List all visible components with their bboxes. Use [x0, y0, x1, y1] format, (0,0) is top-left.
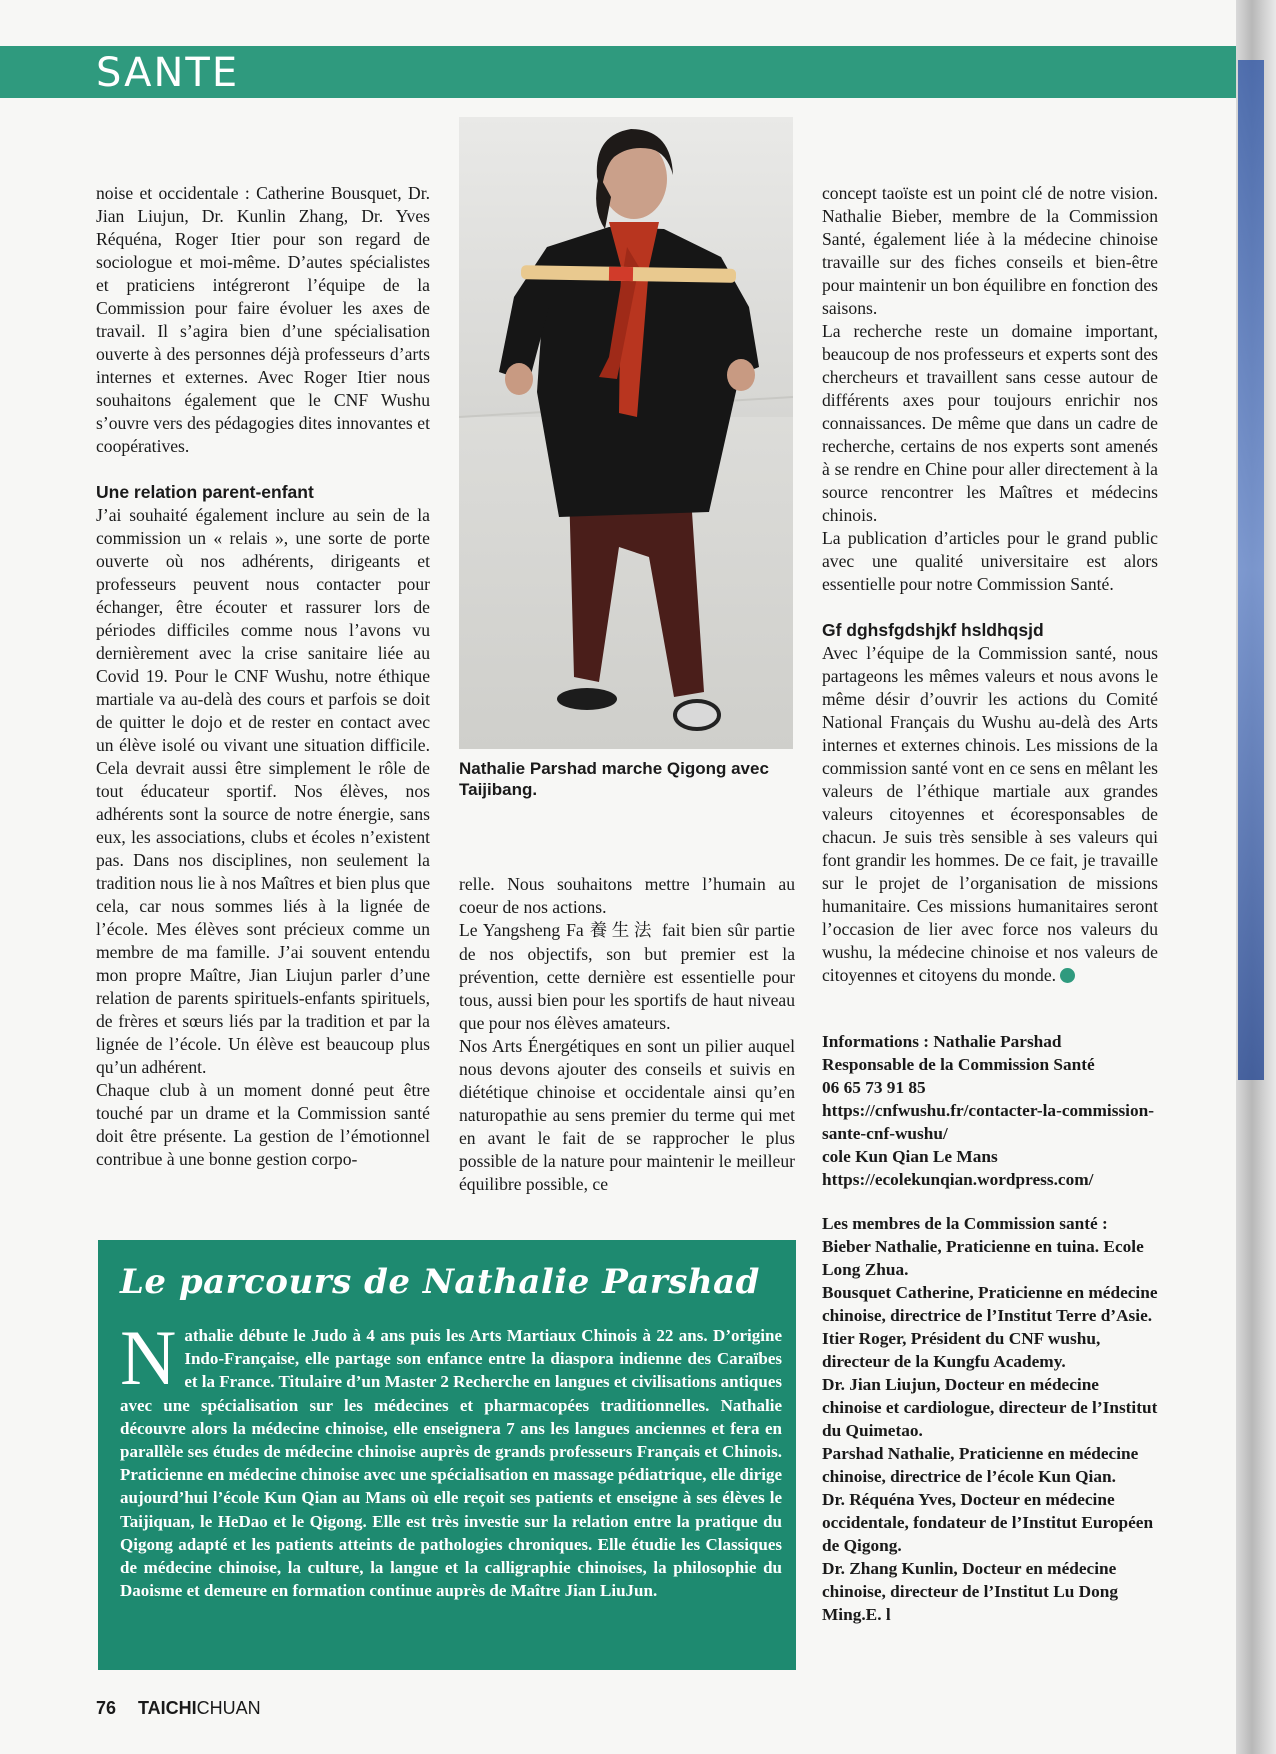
- yangsheng-text: fait bien sûr partie de nos objectifs, son but premier est la prévention, cette dernière est essentielle pour tous, aussi bien pour les sportifs de haut niveau que pour nos élèves amateurs.: [459, 920, 795, 1033]
- col1-paragraph-2: J’ai souhaité également inclure au sein de la commission un « relais », une sorte de porte ouverte où nos adhérents, dirigeants et professeurs peuvent nous contacter pour échanger, être écouter et rassurer lors de périodes difficiles comme nous l’avons vu dernièrement avec la crise sanitaire liée au Covid 19. Pour le CNF Wushu, notre éthique martiale va au-delà des cours et parfois se doit de quitter le dojo et de rester en contact avec un élève isolé ou vivant une situation difficile. Cela devrait aussi être simplement le rôle de tout éducateur sportif. Nos élèves, nos adhérents sont la source de notre énergie, sans eux, les associations, clubs et écoles n’existent pas. Dans nos disciplines, non seulement la tradition nous lie à nos Maîtres et bien plus que cela, car nous sommes liés à la lignée de l’école. Mes élèves sont précieux comme un membre de ma famille. J’ai souvent entendu mon propre Maître, Jian Liujun parler d’une relation de parents spirituels-enfants spirituels, de frères et sœurs liés par la tradition et par la lignée de l’école. Un élève est beaucoup plus qu’un adhérent.: [96, 505, 430, 1077]
- col2-paragraph-3: Nos Arts Énergétiques en sont un pilier auquel nous devons ajouter des conseils et suivis en diététique chinoise et occidentale ainsi qu’en naturopathie au sens premier du terme qui met en avant le fait de se rapprocher le plus possible de la nature pour maintenir le meilleur équilibre possible, ce: [459, 1036, 795, 1194]
- end-of-article-dot-icon: [1060, 968, 1075, 983]
- article-column-1: [96, 182, 430, 1171]
- members-title: Les membres de la Commission santé :: [822, 1214, 1108, 1233]
- col2-paragraph-2: [459, 919, 795, 1035]
- info-url-school: https://ecolekunqian.wordpress.com/: [822, 1170, 1094, 1189]
- col1-paragraph-3: Chaque club à un moment donné peut être touché par un drame et la Commission santé doit être présente. La gestion de l’émotionnel contribue à une bonne gestion corpo-: [96, 1080, 430, 1169]
- bio-dropcap: N: [120, 1314, 177, 1401]
- col3-paragraph-1: concept taoïste est un point clé de notre vision. Nathalie Bieber, membre de la Commission Santé, également liée à la médecine chinoise travaille sur des fiches conseils et bien-être pour maintenir un bon équilibre en fonction des saisons.: [822, 183, 1158, 318]
- bio-box-title: Le parcours de Nathalie Parshad: [120, 1262, 760, 1302]
- col1-paragraph-1: noise et occidentale : Catherine Bousquet, Dr. Jian Liujun, Dr. Kunlin Zhang, Dr. Yves Réquéna, Roger Itier pour son regard de sociologue et moi-même. D’autes spécialistes et praticiens intégreront l’équipe de la Commission pour faire évoluer les axes de travail. Il s’agira bien d’une spécialisation ouverte à des personnes déjà professeurs d’arts internes et externes. Avec Roger Itier nous souhaitons également que le CNF Wushu s’ouvre vers des pédagogies dites innovantes et coopératives.: [96, 183, 430, 456]
- contact-info: [822, 1030, 1158, 1191]
- info-line-2: Responsable de la Commission Santé: [822, 1055, 1095, 1074]
- article-column-2: [459, 873, 795, 1196]
- page-number: 76: [96, 1698, 117, 1718]
- magazine-name-bold: TAICHI: [138, 1698, 197, 1718]
- bio-box-text: [120, 1314, 782, 1602]
- yangsheng-chinese: 養生法: [589, 921, 657, 941]
- subheading-placeholder: Gf dghsfgdshjkf hsldhqsjd: [822, 620, 1044, 640]
- col3-paragraph-3: La publication d’articles pour le grand public avec une qualité universitaire est alors essentielle pour notre Commission Santé.: [822, 528, 1158, 594]
- member-item: Parshad Nathalie, Praticienne en médecine chinoise, directrice de l’école Kun Qian.: [822, 1444, 1139, 1486]
- yangsheng-label: Le Yangsheng Fa: [459, 920, 584, 940]
- member-item: Itier Roger, Président du CNF wushu, directeur de la Kungfu Academy.: [822, 1329, 1101, 1371]
- photo-nathalie-qigong: [459, 117, 793, 749]
- info-url-cnf: https://cnfwushu.fr/contacter-la-commission-sante-cnf-wushu/: [822, 1101, 1154, 1143]
- member-item: Bousquet Catherine, Praticienne en médecine chinoise, directrice de l’Institut Terre d’Asie.: [822, 1283, 1158, 1325]
- col3-paragraph-2: La recherche reste un domaine important, beaucoup de nos professeurs et experts sont des chercheurs et travaillent sans cesse autour de différents axes pour toujours enrichir nos connaissances. De même que dans un cadre de recherche, certains de nos experts sont amenés à se rendre en Chine pour aller directement à la source rencontrer les Maîtres et médecins chinois.: [822, 321, 1158, 525]
- member-item: Dr. Zhang Kunlin, Docteur en médecine chinoise, directeur de l’Institut Lu Dong Ming.E. l: [822, 1559, 1119, 1624]
- magazine-name-regular: CHUAN: [196, 1698, 261, 1718]
- photo-caption: Nathalie Parshad marche Qigong avec Taijibang.: [459, 759, 769, 799]
- subheading-parent-enfant: Une relation parent-enfant: [96, 482, 314, 502]
- member-item: Dr. Réquéna Yves, Docteur en médecine occidentale, fondateur de l’Institut Européen de Qigong.: [822, 1490, 1154, 1555]
- col3-paragraph-4: [822, 642, 1158, 987]
- col2-paragraph-1: relle. Nous souhaitons mettre l’humain au coeur de nos actions.: [459, 874, 795, 917]
- bio-text: athalie débute le Judo à 4 ans puis les Arts Martiaux Chinois à 22 ans. D’origine Indo-Française, elle partage son enfance entre la diaspora indienne des Caraïbes et la France. Titulaire d’un Master 2 Recherche en langues et civilisations antiques avec une spécialisation sur les médecines et pharmacopées traditionnelles. Nathalie découvre alors la médecine chinoise, elle enseignera 7 ans les langues anciennes et fera en parallèle ses études de médecine chinoise auprès de grands professeurs Français et Chinois. Praticienne en médecine chinoise avec une spécialisation en massage pédiatrique, elle dirige aujourd’hui l’école Kun Qian au Mans où elle reçoit ses patients et enseigne à ses élèves le Taijiquan, le HeDao et le Qigong. Elle est très investie sur la relation entre la pratique du Qigong adapté et les patients atteints de pathologies chroniques. Elle étudie les Classiques de médecine chinoise, la culture, la langue et la calligraphie chinoises, la philosophie du Daoisme et demeure en formation continue auprès de Maître Jian LiuJun.: [120, 1326, 782, 1601]
- photo-illustration: [459, 117, 793, 749]
- member-item: Dr. Jian Liujun, Docteur en médecine chinoise et cardiologue, directeur de l’Institut du Quimetao.: [822, 1375, 1158, 1440]
- info-phone: 06 65 73 91 85: [822, 1078, 926, 1097]
- magazine-name: [138, 1698, 261, 1719]
- col3-paragraph-4-text: Avec l’équipe de la Commission santé, nous partageons les mêmes valeurs et nous avons le même désir d’ouvrir les actions du Comité National Français du Wushu au-delà des Arts internes et externes chinois. Les missions de la commission santé vont en ce sens en mêlant les valeurs de l’éthique martiale aux grandes valeurs citoyennes et écoresponsables de chacun. Je suis très sensible à ses valeurs qui font grandir les hommes. De ce fait, je travaille sur le projet de l’organisation de missions humanitaire. Ces missions humanitaires seront l’occasion de lier avec force nos valeurs du wushu, la médecine chinoise et nos valeurs de citoyennes et citoyens du monde.: [822, 643, 1158, 985]
- section-title: SANTE: [96, 50, 240, 96]
- bio-box: [98, 1240, 796, 1670]
- next-page-edge: [1238, 60, 1264, 1080]
- member-item: Bieber Nathalie, Praticienne en tuina. Ecole Long Zhua.: [822, 1237, 1144, 1279]
- info-line-1: Informations : Nathalie Parshad: [822, 1032, 1062, 1051]
- article-column-3: [822, 182, 1158, 987]
- commission-members: [822, 1212, 1162, 1626]
- info-school: cole Kun Qian Le Mans: [822, 1147, 998, 1166]
